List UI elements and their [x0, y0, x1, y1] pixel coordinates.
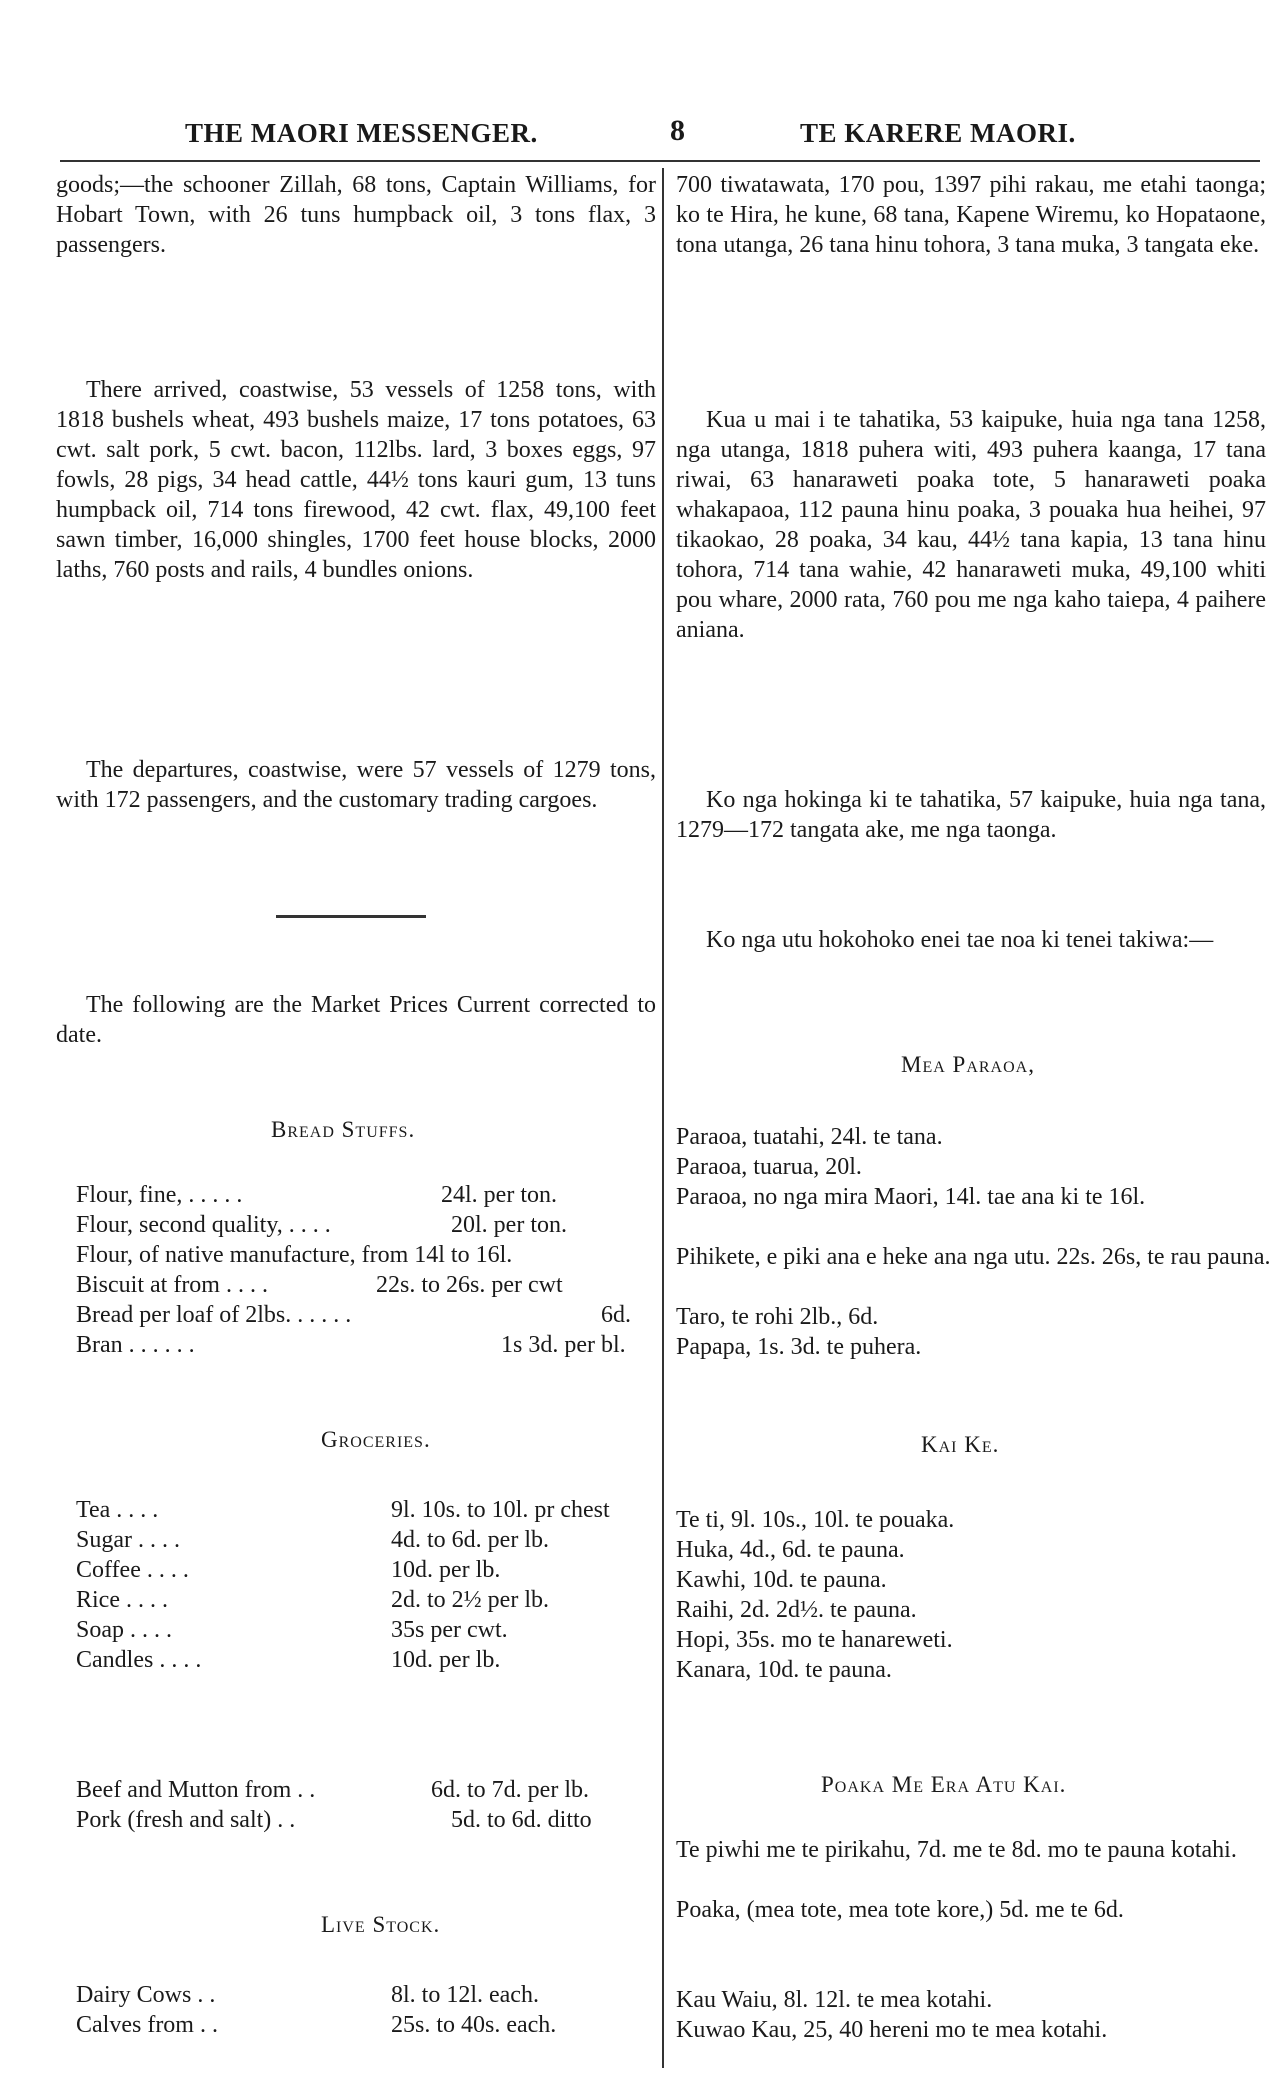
list-item: Te piwhi me te pirikahu, 7d. me te 8d. mo te pauna kotahi. — [676, 1837, 1237, 1863]
list-item: Beef and Mutton from . . 6d. to 7d. per lb. — [76, 1777, 589, 1803]
page-number: 8 — [670, 114, 686, 147]
list-item: Kuwao Kau, 25, 40 hereni mo te mea kotahi. — [676, 2017, 1108, 2043]
poaka-heading: Poaka Me Era Atu Kai. — [821, 1772, 1067, 1797]
list-item: Paraoa, no nga mira Maori, 14l. tae ana ki te 16l. — [676, 1184, 1146, 1210]
section-rule — [276, 915, 426, 918]
market-prices-intro: The following are the Market Prices Current corrected to date. — [56, 992, 656, 1048]
mea-paraoa-heading: Mea Paraoa, — [901, 1052, 1035, 1077]
list-item: Coffee . . . . 10d. per lb. — [76, 1557, 501, 1583]
list-item: Flour, of native manufacture, from 14l to 16l. — [76, 1242, 513, 1268]
page-header — [40, 114, 1240, 154]
list-item: Bread per loaf of 2lbs. . . . . . 6d. — [76, 1302, 631, 1328]
live-stock-heading: Live Stock. — [321, 1912, 441, 1937]
shipping-departures-paragraph-maori: 700 tiwatawata, 170 pou, 1397 pihi rakau, me etahi taonga; ko te Hira, he kune, 68 tana, Kapene Wiremu, ko Hopataone, tona utanga, 26 tana hinu tohora, 3 tana muka, 3 tangata eke. — [676, 172, 1266, 258]
list-item: Papapa, 1s. 3d. te puhera. — [676, 1334, 922, 1360]
list-item: Flour, second quality, . . . . 20l. per ton. — [76, 1212, 567, 1238]
list-item: Taro, te rohi 2lb., 6d. — [676, 1304, 879, 1330]
list-item: Paraoa, tuarua, 20l. — [676, 1154, 862, 1180]
list-item: Tea . . . . 9l. 10s. to 10l. pr chest — [76, 1497, 610, 1523]
shipping-departures-paragraph: goods;—the schooner Zillah, 68 tons, Captain Williams, for Hobart Town, with 26 tuns humpback oil, 3 tons flax, 3 passengers. — [56, 172, 656, 258]
groceries-heading: Groceries. — [321, 1427, 431, 1452]
coastwise-arrivals-paragraph: There arrived, coastwise, 53 vessels of 1258 tons, with 1818 bushels wheat, 493 bushels maize, 17 tons potatoes, 63 cwt. salt pork, 5 cwt. bacon, 112lbs. lard, 3 boxes eggs, 97 fowls, 28 pigs, 34 head cattle, 44½ tons kauri gum, 13 tuns humpback oil, 714 tons firewood, 42 cwt. flax, 49,100 feet sawn timber, 16,000 shingles, 1700 feet house blocks, 2000 laths, 760 posts and rails, 4 bundles onions. — [56, 377, 656, 583]
list-item: Te ti, 9l. 10s., 10l. te pouaka. — [676, 1507, 955, 1533]
list-item: Kau Waiu, 8l. 12l. te mea kotahi. — [676, 1987, 993, 2013]
list-item: Poaka, (mea tote, mea tote kore,) 5d. me te 6d. — [676, 1897, 1124, 1923]
list-item: Huka, 4d., 6d. te pauna. — [676, 1537, 905, 1563]
list-item: Candles . . . . 10d. per lb. — [76, 1647, 501, 1673]
list-item: Flour, fine, . . . . . 24l. per ton. — [76, 1182, 557, 1208]
header-rule — [60, 160, 1260, 162]
list-item: Paraoa, tuatahi, 24l. te tana. — [676, 1124, 943, 1150]
coastwise-arrivals-paragraph-maori: Kua u mai i te tahatika, 53 kaipuke, huia nga tana 1258, nga utanga, 1818 puhera witi, 493 puhera kaanga, 17 tana riwai, 63 hanaraweti poaka tote, 5 hanaraweti poaka whakapaoa, 112 pauna hinu poaka, 3 pouaka hua heihei, 97 tikaokao, 28 poaka, 34 kau, 44½ tana kapia, 13 tana hinu tohora, 714 tana wahie, 42 hanaraweti muka, 49,100 whiti pou whare, 2000 rata, 760 pou me nga kaho taiepa, 4 paihere aniana. — [676, 407, 1266, 643]
coastwise-departures-paragraph: The departures, coastwise, were 57 vessels of 1279 tons, with 172 passengers, and the customary trading cargoes. — [56, 757, 656, 813]
maori-masthead-title: TE KARERE MAORI. — [800, 118, 1076, 148]
list-item: Kanara, 10d. te pauna. — [676, 1657, 892, 1683]
list-item: Raihi, 2d. 2d½. te pauna. — [676, 1597, 917, 1623]
list-item: Bran . . . . . . 1s 3d. per bl. — [76, 1332, 626, 1358]
coastwise-departures-paragraph-maori: Ko nga hokinga ki te tahatika, 57 kaipuke, huia nga tana, 1279—172 tangata ake, me nga taonga. — [676, 787, 1266, 843]
list-item: Hopi, 35s. mo te hanareweti. — [676, 1627, 953, 1653]
list-item: Sugar . . . . 4d. to 6d. per lb. — [76, 1527, 549, 1553]
bread-stuffs-heading: Bread Stuffs. — [271, 1117, 416, 1142]
english-masthead-title: THE MAORI MESSENGER. — [185, 118, 538, 148]
list-item: Pork (fresh and salt) . . 5d. to 6d. ditto — [76, 1807, 592, 1833]
list-item: Biscuit at from . . . . 22s. to 26s. per cwt — [76, 1272, 563, 1298]
list-item: Pihikete, e piki ana e heke ana nga utu. 22s. 26s, te rau pauna. — [676, 1244, 1271, 1270]
list-item: Soap . . . . 35s per cwt. — [76, 1617, 508, 1643]
list-item: Rice . . . . 2d. to 2½ per lb. — [76, 1587, 549, 1613]
list-item: Dairy Cows . . 8l. to 12l. each. — [76, 1982, 539, 2008]
list-item: Kawhi, 10d. te pauna. — [676, 1567, 887, 1593]
market-prices-intro-maori: Ko nga utu hokohoko enei tae noa ki tenei takiwa:— — [706, 927, 1214, 953]
list-item: Calves from . . 25s. to 40s. each. — [76, 2012, 557, 2038]
column-divider — [662, 168, 664, 2068]
kai-ke-heading: Kai Ke. — [921, 1432, 1000, 1457]
